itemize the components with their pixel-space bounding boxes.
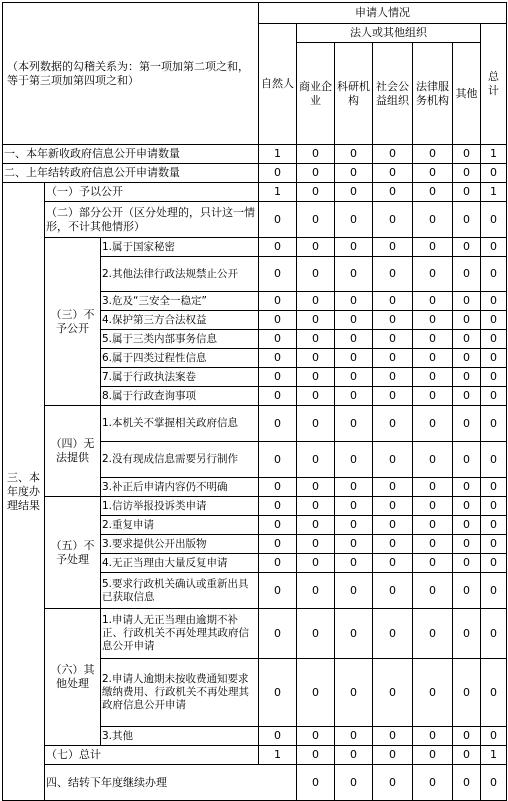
cell-value: 0 xyxy=(453,311,481,330)
cell-value: 0 xyxy=(453,330,481,349)
cell-value: 0 xyxy=(481,659,507,727)
item-label: 3.其他 xyxy=(101,727,259,746)
cell-value: 0 xyxy=(259,406,297,442)
cell-value: 0 xyxy=(297,659,335,727)
cell-value: 0 xyxy=(259,349,297,368)
cell-value: 0 xyxy=(373,765,413,801)
cell-value: 0 xyxy=(453,387,481,406)
cell-value: 0 xyxy=(373,573,413,609)
item-label: 2.其他法律行政法规禁止公开 xyxy=(101,257,259,292)
cell-value: 0 xyxy=(335,349,373,368)
cell-value: 0 xyxy=(259,330,297,349)
cell-value: 0 xyxy=(481,442,507,478)
cell-value: 0 xyxy=(481,330,507,349)
cell-value: 0 xyxy=(481,535,507,554)
table-row xyxy=(3,765,507,801)
row-label: 二、上年结转政府信息公开申请数量 xyxy=(3,164,259,183)
cell-value: 0 xyxy=(481,257,507,292)
cell-value: 0 xyxy=(481,202,507,238)
cell-value: 0 xyxy=(297,535,335,554)
cell-value: 0 xyxy=(413,727,453,746)
item-label: 2.重复申请 xyxy=(101,516,259,535)
cell-value: 0 xyxy=(297,202,335,238)
cell-value: 0 xyxy=(259,554,297,573)
cell-value: 0 xyxy=(335,164,373,183)
cell-value: 0 xyxy=(297,311,335,330)
cell-value: 0 xyxy=(335,516,373,535)
cell-value: 0 xyxy=(453,535,481,554)
cell-value: 0 xyxy=(335,330,373,349)
cell-value: 0 xyxy=(413,330,453,349)
cell-value: 0 xyxy=(335,368,373,387)
item-label: 3.要求提供公开出版物 xyxy=(101,535,259,554)
item-label: 1.申请人无正当理由逾期不补正、行政机关不再处理其政府信息公开申请 xyxy=(101,609,259,659)
item-label: 7.属于行政执法案卷 xyxy=(101,368,259,387)
cell-value: 0 xyxy=(373,257,413,292)
cell-value: 0 xyxy=(259,368,297,387)
cell-value: 0 xyxy=(259,238,297,257)
cell-value: 0 xyxy=(453,349,481,368)
cell-value: 0 xyxy=(297,257,335,292)
cell-value: 0 xyxy=(297,238,335,257)
cell-value: 0 xyxy=(481,311,507,330)
cell-value: 0 xyxy=(373,406,413,442)
cell-value: 0 xyxy=(335,727,373,746)
cell-value: 0 xyxy=(373,609,413,659)
cell-value: 0 xyxy=(373,497,413,516)
cell-value: 0 xyxy=(373,478,413,497)
cell-value: 0 xyxy=(259,164,297,183)
col-header-legal-service: 法律服务机构 xyxy=(413,43,453,145)
cell-value: 0 xyxy=(259,257,297,292)
cell-value: 0 xyxy=(413,516,453,535)
cell-value: 0 xyxy=(481,478,507,497)
cell-value: 0 xyxy=(453,746,481,765)
item-label: 4.无正当理由大量反复申请 xyxy=(101,554,259,573)
cell-value: 0 xyxy=(297,554,335,573)
cell-value: 0 xyxy=(335,765,373,801)
item-label: 2.申请人逾期未按收费通知要求缴纳费用、行政机关不再处理其政府信息公开申请 xyxy=(101,659,259,727)
cell-value: 0 xyxy=(413,145,453,164)
item-label: 8.属于行政查询事项 xyxy=(101,387,259,406)
cell-value: 0 xyxy=(373,183,413,202)
cell-value: 0 xyxy=(453,554,481,573)
cell-value: 0 xyxy=(413,311,453,330)
table-row xyxy=(3,238,507,257)
cell-value: 0 xyxy=(481,368,507,387)
cell-value: 0 xyxy=(297,442,335,478)
cell-value: 0 xyxy=(297,765,335,801)
cell-value: 0 xyxy=(335,202,373,238)
category-label: （四）无法提供 xyxy=(45,406,101,497)
cell-value: 0 xyxy=(259,535,297,554)
row-label: （七）总计 xyxy=(45,746,259,765)
cell-value: 0 xyxy=(481,573,507,609)
cell-value: 0 xyxy=(413,406,453,442)
cell-value: 0 xyxy=(481,727,507,746)
cell-value: 0 xyxy=(373,746,413,765)
cell-value: 0 xyxy=(335,478,373,497)
cell-value: 0 xyxy=(453,292,481,311)
cell-value: 0 xyxy=(335,535,373,554)
cell-value: 0 xyxy=(297,497,335,516)
col-header-research: 科研机构 xyxy=(335,43,373,145)
cell-value: 0 xyxy=(335,292,373,311)
cell-value: 0 xyxy=(453,145,481,164)
cell-value: 0 xyxy=(453,573,481,609)
cell-value: 0 xyxy=(297,183,335,202)
row-label: （一）予以公开 xyxy=(45,183,259,202)
cell-value: 0 xyxy=(481,238,507,257)
cell-value: 0 xyxy=(335,311,373,330)
cell-value: 0 xyxy=(373,659,413,727)
cell-value: 1 xyxy=(481,145,507,164)
cell-value: 0 xyxy=(481,554,507,573)
cell-value: 0 xyxy=(259,573,297,609)
category-label: （三）不予公开 xyxy=(45,238,101,406)
cell-value: 0 xyxy=(297,368,335,387)
table-row xyxy=(3,145,507,164)
item-label: 4.保护第三方合法权益 xyxy=(101,311,259,330)
cell-value: 0 xyxy=(413,202,453,238)
cell-value: 0 xyxy=(373,145,413,164)
cell-value: 0 xyxy=(413,442,453,478)
cell-value: 0 xyxy=(481,387,507,406)
cell-value: 0 xyxy=(373,554,413,573)
col-header-natural-person: 自然人 xyxy=(259,24,297,145)
table-row xyxy=(3,183,507,202)
cell-value: 0 xyxy=(481,349,507,368)
cell-value: 0 xyxy=(259,387,297,406)
cell-value: 0 xyxy=(335,659,373,727)
cell-value: 0 xyxy=(297,746,335,765)
cell-value: 0 xyxy=(413,368,453,387)
cell-value: 0 xyxy=(259,292,297,311)
cell-value: 0 xyxy=(335,238,373,257)
cell-value: 0 xyxy=(453,202,481,238)
cell-value: 0 xyxy=(335,497,373,516)
cell-value: 1 xyxy=(259,183,297,202)
cell-value: 0 xyxy=(297,609,335,659)
cell-value: 0 xyxy=(413,609,453,659)
cell-value: 0 xyxy=(453,478,481,497)
cell-value: 0 xyxy=(453,442,481,478)
cell-value: 0 xyxy=(413,478,453,497)
item-label: 1.属于国家秘密 xyxy=(101,238,259,257)
cell-value: 0 xyxy=(481,497,507,516)
cell-value: 0 xyxy=(335,573,373,609)
cell-value: 0 xyxy=(259,727,297,746)
cell-value: 0 xyxy=(453,183,481,202)
cell-value: 0 xyxy=(413,238,453,257)
cell-value: 0 xyxy=(335,257,373,292)
cell-value: 0 xyxy=(453,659,481,727)
cell-value: 0 xyxy=(259,609,297,659)
cell-value: 0 xyxy=(481,292,507,311)
cell-value: 0 xyxy=(413,183,453,202)
row-label: （二）部分公开（区分处理的，只计这一情形，不计其他情形） xyxy=(45,202,259,238)
cell-value: 0 xyxy=(259,311,297,330)
table-row xyxy=(3,164,507,183)
cell-value: 0 xyxy=(297,330,335,349)
cell-value: 0 xyxy=(453,516,481,535)
cell-value: 0 xyxy=(373,727,413,746)
cell-value: 0 xyxy=(335,442,373,478)
table-row xyxy=(3,746,507,765)
cell-value: 0 xyxy=(335,387,373,406)
cell-value: 1 xyxy=(259,746,297,765)
cell-value: 0 xyxy=(453,406,481,442)
intro-note: （本列数据的勾稽关系为：第一项加第二项之和，等于第三项加第四项之和） xyxy=(3,3,259,145)
section-3-label: 三、本年度办理结果 xyxy=(3,183,45,801)
cell-value: 1 xyxy=(259,145,297,164)
item-label: 2.没有现成信息需要另行制作 xyxy=(101,442,259,478)
cell-value: 0 xyxy=(373,442,413,478)
cell-value: 0 xyxy=(297,573,335,609)
cell-value: 0 xyxy=(453,765,481,801)
cell-value: 1 xyxy=(481,746,507,765)
cell-value: 0 xyxy=(259,202,297,238)
cell-value: 0 xyxy=(373,330,413,349)
table-row xyxy=(3,406,507,442)
cell-value: 0 xyxy=(453,164,481,183)
item-label: 1.信访举报投诉类申请 xyxy=(101,497,259,516)
cell-value: 0 xyxy=(413,659,453,727)
cell-value: 0 xyxy=(413,535,453,554)
row-label: 一、本年新收政府信息公开申请数量 xyxy=(3,145,259,164)
cell-value: 0 xyxy=(297,164,335,183)
cell-value: 0 xyxy=(259,478,297,497)
cell-value: 0 xyxy=(453,238,481,257)
applicant-situation-header: 申请人情况 xyxy=(259,3,507,24)
table-row xyxy=(3,609,507,659)
cell-value: 0 xyxy=(373,238,413,257)
cell-value: 0 xyxy=(413,573,453,609)
cell-value: 0 xyxy=(259,442,297,478)
cell-value: 0 xyxy=(335,746,373,765)
cell-value: 0 xyxy=(297,292,335,311)
cell-value: 0 xyxy=(413,497,453,516)
cell-value: 0 xyxy=(297,727,335,746)
cell-value: 0 xyxy=(453,727,481,746)
cell-value: 0 xyxy=(373,535,413,554)
cell-value: 0 xyxy=(481,765,507,801)
item-label: 3.危及“三安全一稳定” xyxy=(101,292,259,311)
cell-value: 0 xyxy=(413,164,453,183)
item-label: 5.要求行政机关确认或重新出具已获取信息 xyxy=(101,573,259,609)
cell-value: 0 xyxy=(373,516,413,535)
cell-value: 0 xyxy=(259,659,297,727)
cell-value: 0 xyxy=(481,609,507,659)
cell-value: 0 xyxy=(413,746,453,765)
cell-value: 0 xyxy=(373,368,413,387)
cell-value: 0 xyxy=(297,349,335,368)
table-row xyxy=(3,202,507,238)
cell-value: 0 xyxy=(373,202,413,238)
disclosure-statistics-table xyxy=(2,2,507,801)
item-label: 5.属于三类内部事务信息 xyxy=(101,330,259,349)
cell-value: 0 xyxy=(413,554,453,573)
cell-value: 0 xyxy=(373,311,413,330)
cell-value: 0 xyxy=(335,406,373,442)
cell-value: 0 xyxy=(297,406,335,442)
cell-value: 0 xyxy=(373,164,413,183)
item-label: 3.补正后申请内容仍不明确 xyxy=(101,478,259,497)
col-header-other: 其他 xyxy=(453,43,481,145)
cell-value: 0 xyxy=(335,183,373,202)
cell-value: 0 xyxy=(413,349,453,368)
cell-value: 0 xyxy=(297,478,335,497)
category-label: （五）不予处理 xyxy=(45,497,101,609)
category-label: （六）其他处理 xyxy=(45,609,101,746)
cell-value: 0 xyxy=(413,765,453,801)
item-label: 1.本机关不掌握相关政府信息 xyxy=(101,406,259,442)
cell-value: 0 xyxy=(259,516,297,535)
col-header-public-welfare: 社会公益组织 xyxy=(373,43,413,145)
cell-value: 0 xyxy=(413,387,453,406)
cell-value: 0 xyxy=(481,164,507,183)
col-header-total: 总计 xyxy=(481,24,507,145)
row-label: 四、结转下年度继续办理 xyxy=(45,765,297,801)
cell-value: 0 xyxy=(413,292,453,311)
cell-value: 0 xyxy=(297,387,335,406)
cell-value: 0 xyxy=(453,609,481,659)
cell-value: 0 xyxy=(481,516,507,535)
col-header-commercial: 商业企业 xyxy=(297,43,335,145)
cell-value: 0 xyxy=(413,257,453,292)
cell-value: 0 xyxy=(453,257,481,292)
cell-value: 0 xyxy=(373,387,413,406)
cell-value: 0 xyxy=(335,554,373,573)
cell-value: 0 xyxy=(335,609,373,659)
cell-value: 0 xyxy=(373,292,413,311)
cell-value: 0 xyxy=(297,516,335,535)
cell-value: 1 xyxy=(481,183,507,202)
cell-value: 0 xyxy=(297,145,335,164)
cell-value: 0 xyxy=(373,349,413,368)
cell-value: 0 xyxy=(453,368,481,387)
cell-value: 0 xyxy=(335,145,373,164)
legal-org-header: 法人或其他组织 xyxy=(297,24,481,43)
cell-value: 0 xyxy=(481,406,507,442)
cell-value: 0 xyxy=(259,497,297,516)
item-label: 6.属于四类过程性信息 xyxy=(101,349,259,368)
cell-value: 0 xyxy=(453,497,481,516)
table-row xyxy=(3,497,507,516)
